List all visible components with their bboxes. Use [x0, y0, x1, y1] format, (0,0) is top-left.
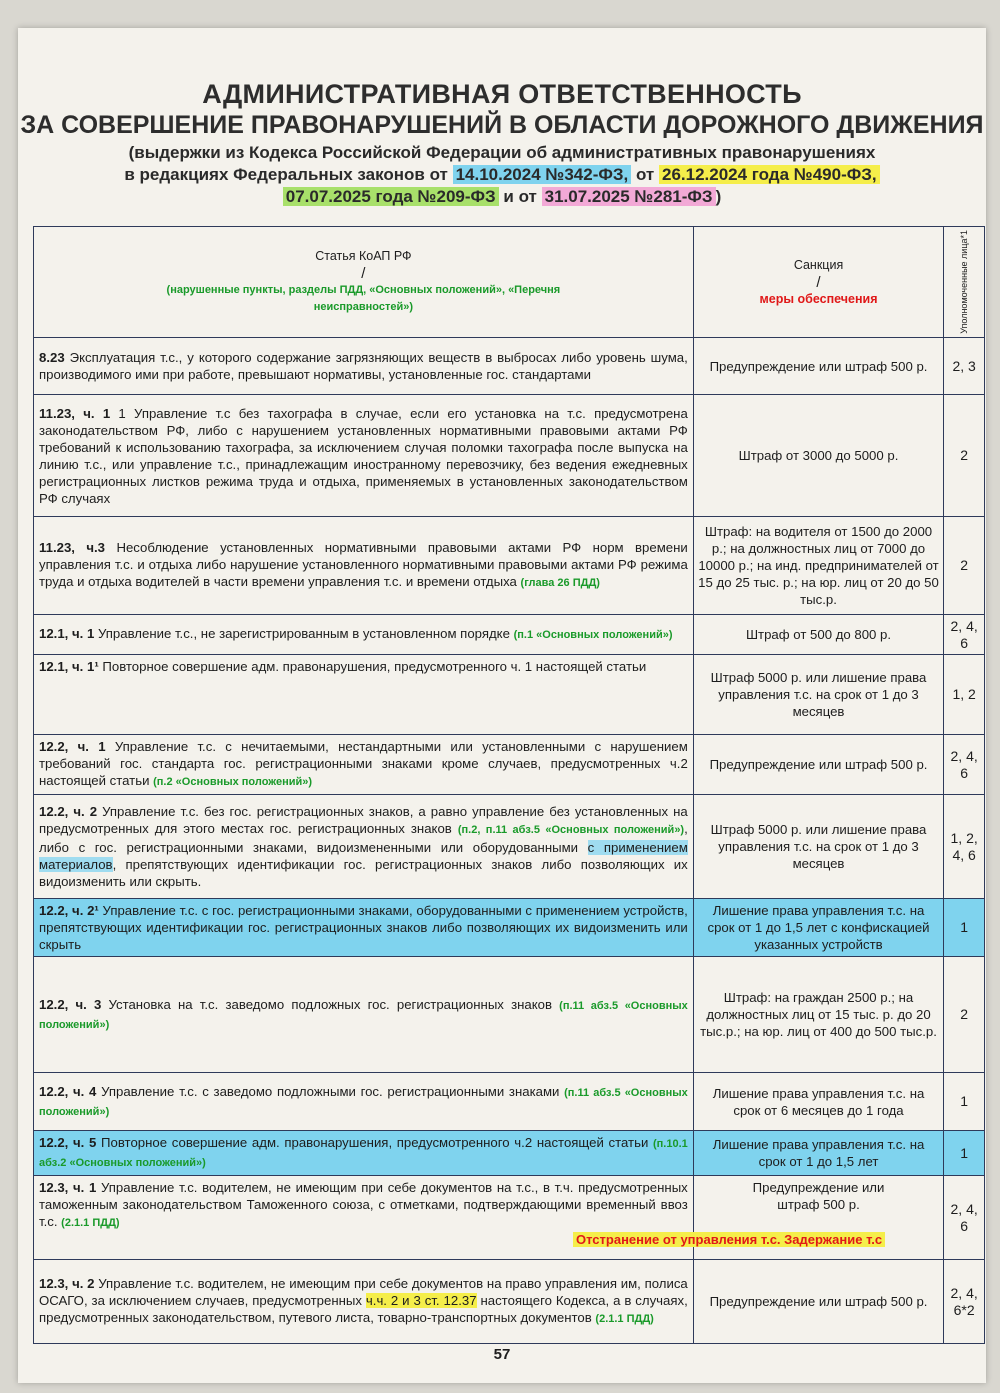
table-row [34, 1260, 985, 1344]
pdd-reference: (п.11 абз.5 «Основных положений») [39, 999, 688, 1031]
law-ref-2: 26.12.2024 года №490-ФЗ, [659, 165, 880, 184]
article-text: Повторное совершение адм. правонарушения, предусмотренного ч. 1 настоящей статьи [98, 659, 647, 674]
pdd-reference: (п.10.1 абз.2 «Основных положений») [39, 1138, 688, 1169]
officials: 2, 4, 6 [944, 1176, 985, 1260]
sanction: Штраф: на водителя от 1500 до 2000 р.; на должностных лиц от 7000 до 10000 р.; на инд. предпринимателей от 15 до 25 тыс. р.; на юр. лиц от 20 до 50 тыс.р. [693, 517, 943, 615]
table-row [34, 338, 985, 395]
sanction: Предупреждение или штраф 500 р. [693, 1260, 943, 1344]
article-number: 12.2, ч. 1 [39, 739, 106, 754]
article-text: Повторное совершение адм. правонарушения, предусмотренного ч.2 настоящей статьи [96, 1135, 653, 1150]
title-line-1: АДМИНИСТРАТИВНАЯ ОТВЕТСТВЕННОСТЬ [202, 79, 802, 109]
article-text: Управление т.с. с гос. регистрационными знаками, оборудованными с применением устройств, препятствующих идентификации гос. регистрационных знаков либо позволяющих их видоизменить или скрыть [39, 903, 688, 952]
table-row-highlighted [34, 899, 985, 957]
law-ref-1: 14.10.2024 №342-ФЗ, [453, 165, 632, 184]
subtitle-prefix: в редакциях Федеральных законов от [124, 165, 453, 184]
sanction: Лишение права управления т.с. на срок от 1 до 1,5 лет с конфискацией указанных устройств [693, 899, 943, 957]
article-number: 12.2, ч. 2¹ [39, 903, 99, 918]
officials: 2 [944, 395, 985, 517]
article-text: Эксплуатация т.с., у которого содержание загрязняющих веществ в выбросах либо уровень шума, производимого ими при работе, превышают нормативы, установленные гос. стандартами [39, 350, 688, 382]
article-text: 1 Управление т.с без тахографа в случае, если его установка на т.с. предусмотрена законодательством РФ, либо с нарушением установленных нормативными правовыми актами РФ требований к использованию тахографа, за исключением случая поломки тахографа после выпуска на линию т.с., или управление т.с., принадлежащим иностранному перевозчику, без ведения ежедневных регистрационных листков режима труда и отдыха, применяемых в установленных законодательством РФ случаях [39, 405, 688, 506]
article-number: 12.1, ч. 1¹ [39, 659, 99, 674]
article-text: Управление т.с., не зарегистрированным в установленном порядке [94, 626, 514, 641]
table-row [34, 615, 985, 655]
sanction: Предупреждение или штраф 500 р. [693, 735, 943, 795]
article-number: 12.2, ч. 5 [39, 1135, 97, 1150]
article-text-2: , либо с гос. регистрационными знаками, видоизмененными или оборудованными [39, 821, 688, 855]
article-number: 11.23, ч.3 [39, 540, 106, 555]
article-number: 12.1, ч. 1 [39, 626, 95, 641]
officials: 2, 3 [944, 338, 985, 395]
officials: 1 [944, 899, 985, 957]
article-number: 8.23 [39, 350, 65, 365]
table-row [34, 517, 985, 615]
article-text: Установка на т.с. заведомо подложных гос. регистрационных знаков [101, 996, 560, 1012]
article-number: 12.2, ч. 4 [39, 1083, 97, 1099]
pdd-reference: (глава 26 ПДД) [520, 577, 600, 589]
article-text: Управление т.с. с нечитаемыми, нестандартными или установленными с нарушением требований гос. стандарта гос. регистрационными знаками кроме случаев, предусмотренных ч.2 настоящей статьи [39, 739, 688, 788]
sanction: Предупреждение или штраф 500 р. [693, 338, 943, 395]
pdd-reference: (п.1 «Основных положений») [513, 629, 673, 641]
law-ref-4: 31.07.2025 №281-ФЗ [542, 187, 716, 206]
article-text: Управление т.с. водителем, не имеющим при себе документов на т.с., в т.ч. предусмотренных таможенным законодательством Таможенного союза, с отметками, подтверждающими временный ввоз т.с. [39, 1180, 688, 1229]
officials: 1 [944, 1073, 985, 1131]
header-officials [944, 227, 985, 338]
subtitle-line-1: (выдержки из Кодекса Российской Федерации об административных правонарушениях [128, 143, 876, 162]
page-number: 57 [493, 1346, 511, 1363]
header-officials-label: Уполномоченные лица*1 [958, 230, 969, 334]
law-ref-3: 07.07.2025 года №209-ФЗ [283, 187, 499, 206]
article-text-3: , препятствующих идентификации гос. регистрационных знаков либо позволяющих их видоизменить или скрыть. [39, 857, 688, 889]
title-block [18, 78, 986, 208]
sanction: Штраф от 500 до 800 р. [693, 615, 943, 655]
sanction: Предупреждение или штраф 500 р. [752, 1180, 885, 1212]
sanction: Штраф 5000 р. или лишение права управления т.с. на срок от 1 до 3 месяцев [693, 655, 943, 735]
article-text: Управление т.с. без гос. регистрационных знаков, а равно управление без установленных на предусмотренных для этого местах гос. регистрационных знаков [39, 804, 688, 836]
subtitle-line-2 [18, 164, 986, 186]
article-number: 12.3, ч. 1 [39, 1180, 97, 1195]
article-text: Управление т.с. с заведомо подложными гос. регистрационными знаками [96, 1083, 565, 1099]
table-row [34, 795, 985, 899]
sanction: Лишение права управления т.с. на срок от 6 месяцев до 1 года [693, 1073, 943, 1131]
highlighted-reference: ч.ч. 2 и 3 ст. 12.37 [365, 1293, 477, 1308]
document-page [18, 28, 986, 1383]
officials: 2 [944, 957, 985, 1073]
article-number: 12.3, ч. 2 [39, 1276, 95, 1291]
officials: 2 [944, 517, 985, 615]
officials: 2, 4, 6 [944, 735, 985, 795]
officials: 2, 4, 6 [944, 615, 985, 655]
header-sanction [693, 227, 943, 338]
highlighted-phrase: с применением материалов [39, 840, 688, 872]
header-article [34, 227, 694, 338]
sanction: Лишение права управления т.с. на срок от 1 до 1,5 лет [693, 1131, 943, 1176]
table-row [34, 957, 985, 1073]
stop-note-text: Отстранение от управления т.с. Задержание т.с [573, 1232, 885, 1247]
subtitle [18, 142, 986, 208]
subtitle-mid-2: и от [498, 187, 542, 206]
header-slash: / [361, 265, 366, 282]
sanction: Штраф: на граждан 2500 р.; на должностных лиц от 15 тыс. р. до 20 тыс.р.; на юр. лиц от 400 до 500 тыс.р. [693, 957, 943, 1073]
officials: 1, 2, 4, 6 [944, 795, 985, 899]
article-text-2: настоящего Кодекса, а в случаях, предусмотренных законодательством, путевого листа, товарно-транспортных документов [39, 1293, 688, 1325]
article-number: 12.2, ч. 3 [39, 996, 102, 1012]
pdd-reference: (п.2, п.11 абз.5 «Основных положений») [457, 824, 685, 836]
officials: 1, 2 [944, 655, 985, 735]
table-row-highlighted [34, 1131, 985, 1176]
pdd-reference: (п.2 «Основных положений») [153, 776, 313, 788]
table-row [34, 735, 985, 795]
article-number: 12.2, ч. 2 [39, 804, 98, 819]
header-article-sub: (нарушенные пункты, разделы ПДД, «Основных положений», «Перечня неисправностей») [166, 284, 561, 313]
pdd-reference: (2.1.1 ПДД) [61, 1217, 120, 1229]
header-measures: меры обеспечения [759, 291, 878, 306]
header-article-label: Статья КоАП РФ [315, 249, 412, 263]
table-row [34, 655, 985, 735]
table-row [34, 1073, 985, 1131]
offenses-table [33, 226, 985, 1344]
officials: 2, 4, 6*2 [944, 1260, 985, 1344]
sanction: Штраф 5000 р. или лишение права управления т.с. на срок от 1 до 3 месяцев [693, 795, 943, 899]
stop-note [573, 1231, 885, 1249]
table-row [34, 395, 985, 517]
header-slash-2: / [816, 273, 821, 291]
subtitle-mid-1: от [631, 165, 659, 184]
subtitle-line-3 [18, 186, 986, 208]
article-text: Управление т.с. водителем, не имеющим при себе документов на право управления им, полиса ОСАГО, за исключением случаев, предусмотренных [39, 1276, 688, 1308]
officials: 1 [944, 1131, 985, 1176]
title-line-2: ЗА СОВЕРШЕНИЕ ПРАВОНАРУШЕНИЙ В ОБЛАСТИ ДОРОЖНОГО ДВИЖЕНИЯ [20, 111, 984, 139]
article-text: Несоблюдение установленных нормативными правовыми актами РФ норм времени управления т.с. и отдыха либо нарушение установленного нормативными правовыми актами РФ режима труда и отдыха водителей в части времени управления т.с. и времени отдыха [39, 540, 688, 589]
table-header-row [34, 227, 985, 338]
header-sanction-label: Санкция [793, 257, 844, 272]
pdd-reference: (2.1.1 ПДД) [595, 1313, 654, 1325]
sanction: Штраф от 3000 до 5000 р. [693, 395, 943, 517]
article-number: 11.23, ч. 1 [39, 405, 111, 421]
pdd-reference: (п.11 абз.5 «Основных положений») [39, 1086, 688, 1118]
subtitle-close: ) [715, 187, 722, 206]
